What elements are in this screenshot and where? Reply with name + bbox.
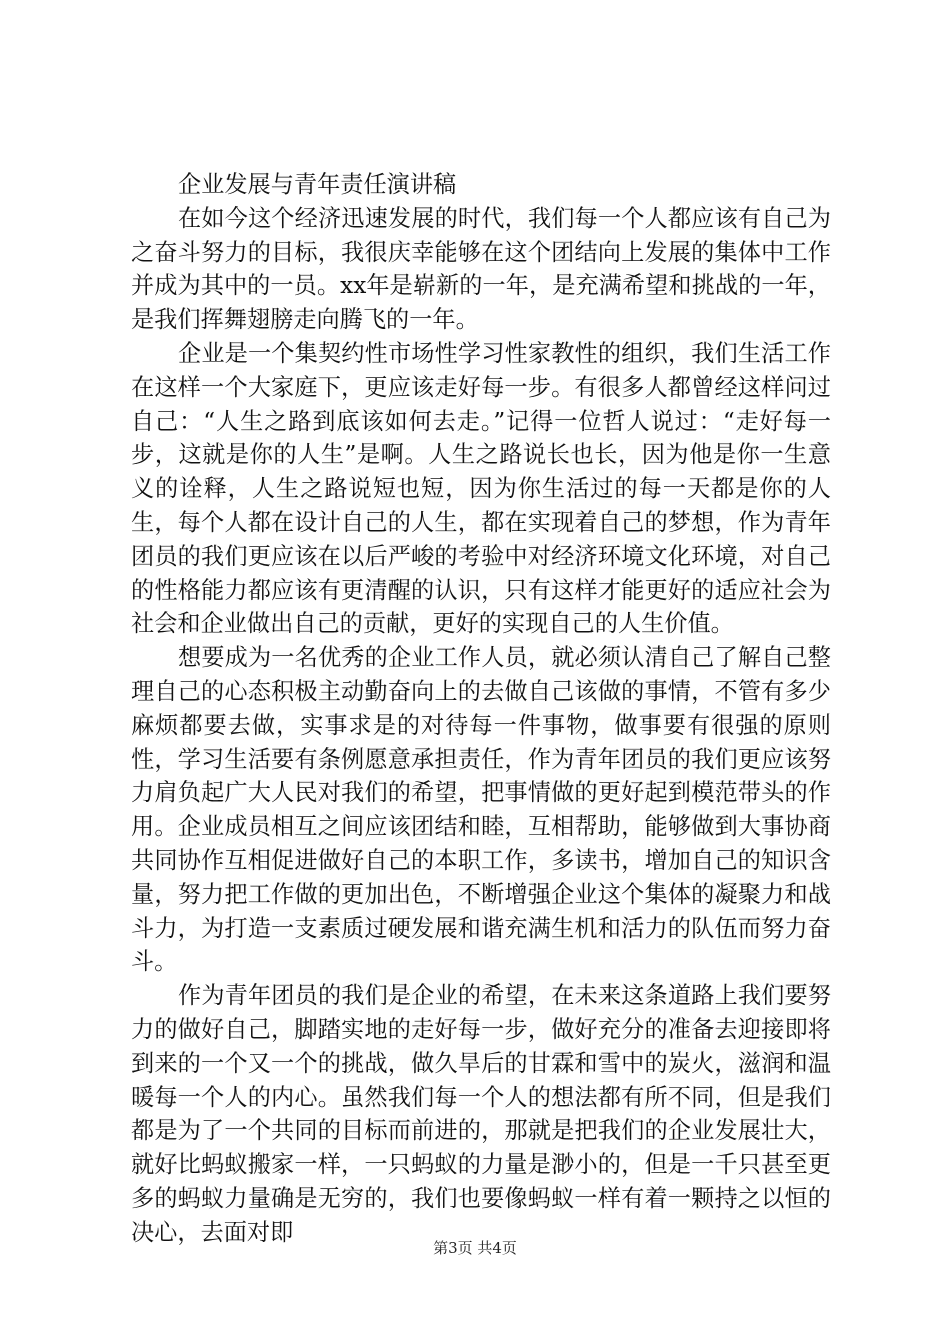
paragraph-1: 在如今这个经济迅速发展的时代，我们每一个人都应该有自己为之奋斗努力的目标，我很庆幸能够在这个团结向上发展的集体中工作并成为其中的一员。xx年是崭新的一年，是充满希望和挑战的一年，是我们挥舞翅膀走向腾飞的一年。 [131,204,831,334]
document-body [131,168,831,1250]
document-title: 企业发展与青年责任演讲稿 [178,171,457,198]
paragraph-4: 作为青年团员的我们是企业的希望，在未来这条道路上我们要努力的做好自己，脚踏实地的走好每一步，做好充分的准备去迎接即将到来的一个又一个的挑战，做久旱后的甘霖和雪中的炭火，滋润和温暖每一个人的内心。虽然我们每一个人的想法都有所不同，但是我们都是为了一个共同的目标而前进的，那就是把我们的企业发展壮大，就好比蚂蚁搬家一样，一只蚂蚁的力量是渺小的，但是一千只甚至更多的蚂蚁力量确是无穷的，我们也要像蚂蚁一样有着一颗持之以恒的决心，去面对即 [131,982,831,1246]
page-number-footer: 第3页 共4页 [433,1239,517,1257]
paragraph-2: 企业是一个集契约性市场性学习性家教性的组织，我们生活工作在这样一个大家庭下，更应该走好每一步。有很多人都曾经这样问过自己：“人生之路到底该如何去走。”记得一位哲人说过：“走好每一步，这就是你的人生”是啊。人生之路说长也长，因为他是你一生意义的诠释，人生之路说短也短，因为你生活过的每一天都是你的人生，每个人都在设计自己的人生，都在实现着自己的梦想，作为青年团员的我们更应该在以后严峻的考验中对经济环境文化环境，对自己的性格能力都应该有更清醒的认识，只有这样才能更好的适应社会为社会和企业做出自己的贡献，更好的实现自己的人生价值。 [131,339,831,638]
paragraph-3: 想要成为一名优秀的企业工作人员，就必须认清自己了解自己整理自己的心态积极主动勤奋向上的去做自己该做的事情，不管有多少麻烦都要去做，实事求是的对待每一件事物，做事要有很强的原则性，学习生活要有条例愿意承担责任，作为青年团员的我们更应该努力肩负起广大人民对我们的希望，把事情做的更好起到模范带头的作用。企业成员相互之间应该团结和睦，互相帮助，能够做到大事协商共同协作互相促进做好自己的本职工作，多读书，增加自己的知识含量，努力把工作做的更加出色，不断增强企业这个集体的凝聚力和战斗力，为打造一支素质过硬发展和谐充满生机和活力的队伍而努力奋斗。 [131,644,831,976]
